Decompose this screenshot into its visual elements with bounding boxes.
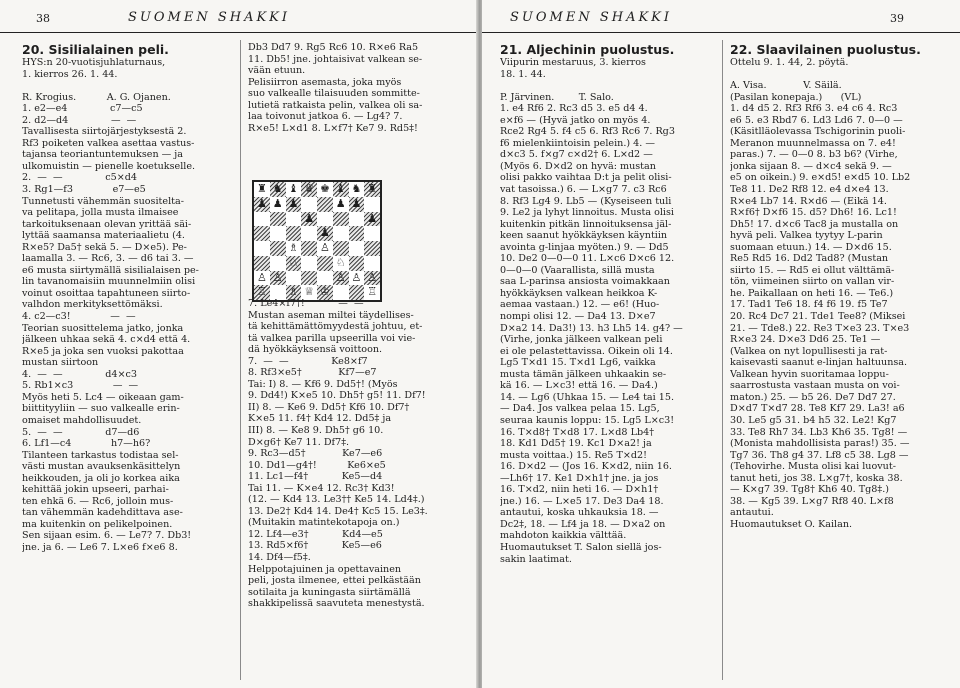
- text-line: Dc2‡, 18. — Lf4 ja 18. — D×a2 on: [500, 518, 666, 530]
- chess-piece: ♙: [351, 270, 362, 284]
- text-line: R×e4 Lb7 14. R×d6 — (Eikä 14.: [730, 195, 887, 207]
- text-line: Ottelu 9. 1. 44, 2. pöytä.: [730, 57, 849, 68]
- text-line: D×a2 14. Da3!) 13. h3 Lh5 14. g4? —: [500, 322, 683, 334]
- text-line: 16. D×d2 — (Jos 16. K×d2, niin 16.: [500, 461, 672, 473]
- text-line: kaisevasti saanut e-linjan haltuunsa.: [730, 357, 908, 369]
- text-line: — K×g7 39. Tg8† Kh6 40. Tg8‡.): [730, 484, 889, 496]
- chess-piece: ♚: [319, 182, 330, 195]
- board-square: [349, 212, 365, 227]
- board-square: [364, 197, 380, 212]
- text-line: (Myös 6. D×d2 on hyvä: mustan: [500, 160, 656, 172]
- text-line: (12. — Kd4 13. Le3†† Ke5 14. Ld4‡.): [248, 494, 425, 506]
- board-square: [301, 256, 317, 271]
- text-line: suo valkealle tilaisuuden sommitte-: [248, 88, 420, 100]
- board-square: [270, 256, 286, 271]
- right-column-2: [730, 42, 952, 530]
- text-line: lutietä ratkaista pelin, valkea oli sa-: [248, 99, 423, 111]
- text-line: (Pasilan konepaja.) (VL): [730, 91, 862, 103]
- board-square: [349, 241, 365, 256]
- text-line: [22, 80, 234, 92]
- text-line: Tunnetusti vähemmän suositelta-: [22, 195, 184, 207]
- text-line: 5. Rb1×c3 — —: [22, 380, 139, 392]
- board-square: [364, 226, 380, 241]
- text-line: 3. Rg1—f3 e7—e5: [22, 184, 146, 196]
- text-line: paras.) 7. — 0—0 8. b3 b6? (Virhe,: [730, 149, 898, 161]
- text-line: 14. — Lg6 (Uhkaa 15. — Le4 tai 15.: [500, 391, 675, 403]
- text-line: 1. e2—e4 c7—c5: [22, 103, 143, 115]
- text-line: f6 mielenkiintoisin pelein.) 4. —: [500, 137, 655, 149]
- left-column-2-bottom: [248, 298, 470, 610]
- chess-piece: ♟: [319, 226, 330, 240]
- chess-piece: ♜: [256, 182, 267, 195]
- board-square: [286, 226, 302, 241]
- text-line: jne. ja 6. — Le6 7. L×e6 f×e6 8.: [22, 541, 178, 553]
- text-line: 9. Le2 ja lyhyt linnoitus. Musta olisi: [500, 207, 674, 219]
- text-line: 30. Le5 g5 31. b4 h5 32. Le2! Kg7: [730, 414, 897, 426]
- text-line: musta tämän jälkeen uhkaakin se-: [500, 368, 667, 380]
- text-line: R. Krogius. A. G. Ojanen.: [22, 91, 171, 103]
- text-line: antautui.: [730, 507, 774, 519]
- text-line: 18. 1. 44.: [500, 68, 546, 80]
- chess-piece: ♙: [256, 270, 267, 284]
- chess-piece: ♗: [288, 285, 299, 299]
- left-page-number: 38: [36, 12, 50, 25]
- text-line: ten ehkä 6. — Rc6, jolloin mus-: [22, 495, 174, 507]
- text-line: 2. — — c5×d4: [22, 172, 137, 184]
- text-line: tarkoituksenaan olevan yrittää säi-: [22, 218, 192, 230]
- text-line: 4. c2—c3! — —: [22, 311, 136, 323]
- text-line: 8. Rf3×e5† Kf7—e7: [248, 367, 377, 379]
- text-line: laa toivonut jatkoa 6. — Lg4? 7.: [248, 111, 403, 123]
- board-square: [270, 226, 286, 241]
- text-line: Tavallisesta siirtojärjestyksestä 2.: [22, 126, 187, 138]
- text-line: tä kehittämättömyydestä johtuu, et-: [248, 321, 423, 333]
- text-line: musta voittaa.) 15. Re5 T×d2!: [500, 449, 647, 461]
- chess-piece: ♙: [335, 270, 346, 284]
- text-line: D×d7 T×d7 28. Te8 Kf7 29. La3! a6: [730, 403, 905, 415]
- text-line: (Virhe, jonka jälkeen valkean peli: [500, 334, 663, 346]
- chess-piece: ♕: [304, 285, 315, 299]
- left-page: [0, 0, 478, 688]
- text-line: 21. — Tde8.) 22. Re3 T×e3 23. T×e3: [730, 322, 910, 334]
- text-line: vään etuun.: [248, 65, 306, 77]
- text-line: Db3 Dd7 9. Rg5 Rc6 10. R×e6 Ra5: [248, 42, 419, 53]
- text-line: tanut heti, jos 38. L×g7†, koska 38.: [730, 472, 903, 484]
- right-column-1: [500, 42, 718, 565]
- text-line: saa L-parinsa ansiosta voimakkaan: [500, 276, 670, 288]
- text-line: 10. Dd1—g4†! Ke6×e5: [248, 459, 386, 471]
- text-line: jälkeen uhkaa sekä 4. c×d4 että 4.: [22, 334, 191, 346]
- text-line: valhdon merkityksettömäksi.: [22, 299, 163, 311]
- text-line: Lg5 T×d1 15. T×d1 Lg6, vaikka: [500, 357, 656, 369]
- text-line: sakin laatimat.: [500, 553, 572, 565]
- chess-piece: ♛: [304, 182, 315, 195]
- text-line: e6 5. e3 Rbd7 6. Ld3 Ld6 7. 0—0 —: [730, 114, 903, 126]
- text-line: 12. Lf4—e3† Kd4—e5: [248, 528, 383, 540]
- board-square: [286, 212, 302, 227]
- text-line: jonka sijaan 8. — d×c4 sekä 9. —: [730, 160, 892, 172]
- chess-piece: ♙: [367, 270, 378, 284]
- text-line: — Da4. Jos valkea pelaa 15. Lg5,: [500, 403, 660, 415]
- chess-piece: ♟: [335, 196, 346, 210]
- board-square: [333, 212, 349, 227]
- left-column-2-top: [248, 42, 470, 134]
- text-line: 18. Kd1 Dd5† 19. Kc1 D×a2! ja: [500, 438, 652, 450]
- board-square: [254, 241, 270, 256]
- text-line: saarrostusta vastaan musta on voi-: [730, 380, 900, 392]
- chess-piece: ♖: [367, 285, 378, 299]
- text-line: R×f6† D×f6 15. d5? Dh6! 16. Lc1!: [730, 207, 897, 219]
- board-square: [301, 241, 317, 256]
- board-square: [333, 226, 349, 241]
- text-line: (Muitakin matintekotapoja on.): [248, 517, 400, 529]
- text-line: 6. Lf1—c4 h7—h6?: [22, 438, 151, 450]
- text-line: mustan siirtoon: [22, 357, 99, 369]
- chess-piece: ♘: [288, 255, 299, 269]
- text-line: heikkouden, ja oli jo korkea aika: [22, 472, 180, 484]
- text-line: Viipurin mestaruus, 3. kierros: [500, 57, 646, 68]
- game-heading: 21. Aljechinin puolustus.: [500, 42, 675, 57]
- text-line: Tai 11. — K×e4 12. Rc3† Kd3!: [248, 482, 395, 494]
- text-line: kuitenkin pitkän linnoituksensa jäl-: [500, 218, 672, 230]
- board-square: [301, 197, 317, 212]
- text-line: III) 8. — Ke8 9. Dh5† g6 10.: [248, 425, 384, 437]
- text-line: omaiset mahdollisuudet.: [22, 414, 142, 426]
- text-line: D×g6† Ke7 11. Df7‡.: [248, 436, 350, 448]
- text-line: siirto 15. — Rd5 ei ollut välttämä-: [730, 264, 895, 276]
- board-square: [317, 256, 333, 271]
- text-line: nompi olisi 12. — Da4 13. D×e7: [500, 311, 656, 323]
- text-line: tan vähemmän kadehdittava ase-: [22, 507, 183, 519]
- text-line: suomaan etuun.) 14. — D×d6 15.: [730, 241, 892, 253]
- board-square: [317, 197, 333, 212]
- chess-piece: ♖: [256, 285, 267, 299]
- text-line: 11. Db5! jne. johtaisivat valkean se-: [248, 53, 423, 65]
- text-line: 1. d4 d5 2. Rf3 Rf6 3. e4 c6 4. Rc3: [730, 103, 898, 115]
- chess-piece: ♟: [351, 196, 362, 210]
- text-line: he. Paikallaan on heti 16. — Te6.): [730, 287, 894, 299]
- column-rule: [722, 40, 723, 680]
- text-line: avointa g-linjaa myöten.) 9. — Dd5: [500, 241, 669, 253]
- chess-piece: ♜: [367, 182, 378, 195]
- chess-piece: ♝: [288, 182, 299, 195]
- text-line: 16. T×d8† T×d8 17. L×d8 Lb4†: [500, 426, 654, 438]
- text-line: va pelitapa, jolla musta ilmaisee: [22, 207, 179, 219]
- text-line: 14. Df4—f5‡.: [248, 552, 311, 564]
- text-line: R×e5? Da5† sekä 5. — D×e5). Pe-: [22, 241, 187, 253]
- chess-piece: ♙: [319, 241, 330, 254]
- board-square: [270, 241, 286, 256]
- text-line: Meranon muunnelmassa on 7. e4!: [730, 137, 896, 149]
- board-square: [254, 256, 270, 271]
- board-square: [270, 212, 286, 227]
- board-square: [286, 271, 302, 286]
- left-running-head: [0, 6, 478, 33]
- chess-piece: ♔: [319, 285, 330, 299]
- right-running-head: [482, 6, 960, 33]
- text-line: 9. Rc3—d5† Ke7—e6: [248, 448, 383, 460]
- text-line: aemaa vastaan.) 12. — e6! (Huo-: [500, 299, 660, 311]
- board-square: [254, 226, 270, 241]
- text-line: 7. — — Ke8×f7: [248, 355, 368, 367]
- board-square: [349, 256, 365, 271]
- text-line: voinut osoittaa tapahtuneen siirto-: [22, 287, 191, 299]
- text-line: Teorian suosittelema jatko, jonka: [22, 322, 184, 334]
- text-line: shakkipelissä saavuteta menestystä.: [248, 598, 425, 610]
- chess-diagram: [252, 180, 382, 302]
- text-line: antautui, koska uhkauksia 18. —: [500, 507, 659, 519]
- text-line: d×c3 5. f×g7 c×d2† 6. L×d2 —: [500, 149, 653, 161]
- text-line: 4. — — d4×c3: [22, 368, 137, 380]
- right-page-number: 39: [890, 12, 904, 25]
- text-line: dä hyökkäyksensä voittoon.: [248, 344, 383, 356]
- text-line: olisi pakko vaihtaa D:t ja pelit olisi-: [500, 172, 672, 184]
- text-line: [500, 80, 718, 92]
- text-line: P. Järvinen. T. Salo.: [500, 91, 614, 103]
- text-line: vat tasoissa.) 6. — L×g7 7. c3 Rc6: [500, 184, 667, 196]
- text-line: 9. Dd4!) K×e5 10. Dh5† g5! 11. Df7!: [248, 390, 426, 402]
- text-line: keen saanut hyökkäyksen käyntiin: [500, 230, 668, 242]
- text-line: 1. kierros 26. 1. 44.: [22, 68, 118, 80]
- text-line: jne.) 16. — L×e5 17. De3 Da4 18.: [500, 495, 664, 507]
- board-square: [254, 212, 270, 227]
- left-running-title: SUOMEN SHAKKI: [128, 10, 291, 25]
- text-line: 8. Rf3 Lg4 9. Lb5 — (Kyseiseen tuli: [500, 195, 672, 207]
- text-line: R×e3 24. D×e3 Dd6 25. Te1 —: [730, 334, 881, 346]
- text-line: 7. Le4×f7†! — —: [248, 298, 364, 309]
- column-rule: [240, 40, 241, 680]
- text-line: Myös heti 5. Lc4 — oikeaan gam-: [22, 391, 184, 403]
- text-line: tön, viimeinen siirto on vallan vir-: [730, 276, 895, 288]
- board-square: [317, 212, 333, 227]
- board-square: [301, 271, 317, 286]
- text-line: hyökkäyksen valkean heikkoa K-: [500, 287, 658, 299]
- text-line: 11. Lc1—f4† Ke5—d4: [248, 471, 383, 483]
- chess-piece: ♟: [256, 196, 267, 210]
- text-line: 5. — — d7—d6: [22, 426, 140, 438]
- text-line: [730, 69, 952, 81]
- text-line: (Valkea on nyt lopullisesti ja rat-: [730, 345, 888, 357]
- chess-piece: ♟: [304, 211, 315, 225]
- text-line: 13. De2† Kd4 14. De4† Kc5 15. Le3‡.: [248, 505, 428, 517]
- board-square: [317, 271, 333, 286]
- text-line: lyttää saamansa materiaalietu (4.: [22, 230, 185, 242]
- text-line: 16. T×d2, niin heti 16. — D×h1†: [500, 484, 659, 496]
- left-column-1: [22, 42, 234, 554]
- text-line: 20. Rc4 Dc7 21. Tde1 Tee8? (Miksei: [730, 311, 906, 323]
- text-line: ulkomuistin — pienelle koetukselle.: [22, 160, 196, 172]
- text-line: 38. — Kg5 39. L×g7 Rf8 40. L×f8: [730, 495, 894, 507]
- chess-piece: ♞: [272, 182, 283, 195]
- text-line: 1. e4 Rf6 2. Rc3 d5 3. e5 d4 4.: [500, 103, 648, 115]
- text-line: kehittää jokin upseeri, parhai-: [22, 484, 169, 496]
- text-line: peli, josta ilmenee, ettei pelkästään: [248, 575, 421, 587]
- text-line: A. Visa. V. Säilä.: [730, 80, 842, 92]
- chess-piece: ♗: [288, 241, 299, 254]
- board-square: [364, 256, 380, 271]
- text-line: 17. Tad1 Te6 18. f4 f6 19. f5 Te7: [730, 299, 888, 311]
- text-line: —Lh6† 17. Ke1 D×h1† jne. ja jos: [500, 472, 659, 484]
- text-line: Helppotajuinen ja opettavainen: [248, 563, 402, 575]
- text-line: K×e5 11. f4† Kd4 12. Dd5‡ ja: [248, 413, 392, 425]
- text-line: Te8 11. De2 Rf8 12. e4 d×e4 13.: [730, 184, 889, 196]
- text-line: (Käsitlläolevassa Tschigorinin puoli-: [730, 126, 906, 138]
- text-line: Dh5! 17. d×c6 Tac8 ja mustalla on: [730, 218, 899, 230]
- text-line: mahdoton kaikkia välttää.: [500, 530, 627, 542]
- chess-piece: ♙: [272, 270, 283, 284]
- text-line: Huomautukset O. Kailan.: [730, 518, 853, 530]
- game-heading: 20. Sisilialainen peli.: [22, 42, 169, 57]
- board-square: [301, 226, 317, 241]
- text-line: Rf3 poiketen valkea asettaa vastus-: [22, 137, 195, 149]
- text-line: 2. d2—d4 — —: [22, 114, 137, 126]
- chess-piece: ♟: [288, 196, 299, 210]
- game-heading: 22. Slaavilainen puolustus.: [730, 42, 921, 57]
- text-line: e6 musta siirtymällä sisilialaisen pe-: [22, 264, 199, 276]
- text-line: sotilaita ja kuningasta siirtämällä: [248, 586, 411, 598]
- text-line: e5 on oikein.) 9. e×d5! e×d5 10. Lb2: [730, 172, 911, 184]
- text-line: Sen sijaan esim. 6. — Le7? 7. Db3!: [22, 530, 192, 542]
- text-line: Rce2 Rg4 5. f4 c5 6. Rf3 Rc6 7. Rg3: [500, 126, 675, 138]
- text-line: Huomautukset T. Salon siellä jos-: [500, 541, 662, 553]
- text-line: 33. Te8 Rh7 34. Lb3 Kh6 35. Tg8! —: [730, 426, 908, 438]
- chess-piece: ♟: [367, 211, 378, 225]
- text-line: biittityyliin — suo valkealle erin-: [22, 403, 180, 415]
- text-line: R×e5! L×d1 8. L×f7† Ke7 9. Rd5‡!: [248, 122, 418, 134]
- text-line: ei ole pelastettavissa. Oikein oli 14.: [500, 345, 673, 357]
- text-line: Re5 Rd5 16. Dd2 Tad8? (Mustan: [730, 253, 889, 265]
- right-page: [482, 0, 960, 688]
- chess-piece: ♞: [351, 182, 362, 195]
- text-line: Valkean hyvin suoritamaa loppu-: [730, 368, 889, 380]
- text-line: e×f6 — (Hyvä jatko on myös 4.: [500, 114, 651, 126]
- text-line: (Monista mahdollisista paras!) 35. —: [730, 438, 910, 450]
- board-square: [349, 226, 365, 241]
- text-line: västi mustan avauksenkäsittelyn: [22, 461, 181, 473]
- text-line: R×e5 ja joka sen vuoksi pakottaa: [22, 345, 184, 357]
- text-line: II) 8. — Ke6 9. Dd5† Kf6 10. Df7†: [248, 401, 410, 413]
- text-line: seuraa kaunis loppu: 15. Lg5 L×c3!: [500, 414, 675, 426]
- text-line: Tilanteen tarkastus todistaa sel-: [22, 449, 179, 461]
- text-line: kä 16. — L×c3! että 16. — Da4.): [500, 380, 658, 392]
- text-line: lin tavanomaisiin muunnelmiin olisi: [22, 276, 196, 288]
- chess-piece: ♝: [335, 182, 346, 195]
- board-square: [333, 241, 349, 256]
- text-line: maton.) 25. — b5 26. De7 Dd7 27.: [730, 391, 896, 403]
- text-line: 10. De2 0—0—0 11. L×c6 D×c6 12.: [500, 253, 675, 265]
- text-line: laamalla 3. — Rc6, 3. — d6 tai 3. —: [22, 253, 194, 265]
- right-running-title: SUOMEN SHAKKI: [510, 10, 673, 25]
- text-line: Mustan aseman miltei täydellises-: [248, 309, 414, 321]
- text-line: 13. Rd5×f6† Ke5—e6: [248, 540, 382, 552]
- text-line: Tai: I) 8. — Kf6 9. Dd5†! (Myös: [248, 378, 398, 390]
- text-line: 0—0—0 (Vaarallista, sillä musta: [500, 264, 655, 276]
- text-line: hyvä peli. Valkea tyytyy L-parin: [730, 230, 883, 242]
- text-line: tajansa teoriantuntemuksen — ja: [22, 149, 184, 161]
- text-line: Pelisiirron asemasta, joka myös: [248, 76, 402, 88]
- text-line: (Tehovirhe. Musta olisi kai luovut-: [730, 461, 896, 473]
- board-square: [364, 241, 380, 256]
- text-line: ma kuitenkin on pelikelpoinen.: [22, 518, 173, 530]
- text-line: HYS:n 20-vuotisjuhlaturnaus,: [22, 57, 166, 68]
- text-line: Tg7 36. Th8 g4 37. Lf8 c5 38. Lg8 —: [730, 449, 909, 461]
- chess-piece: ♘: [335, 255, 346, 269]
- text-line: tä valkea parilla upseerilla voi vie-: [248, 332, 416, 344]
- chess-piece: ♟: [272, 196, 283, 210]
